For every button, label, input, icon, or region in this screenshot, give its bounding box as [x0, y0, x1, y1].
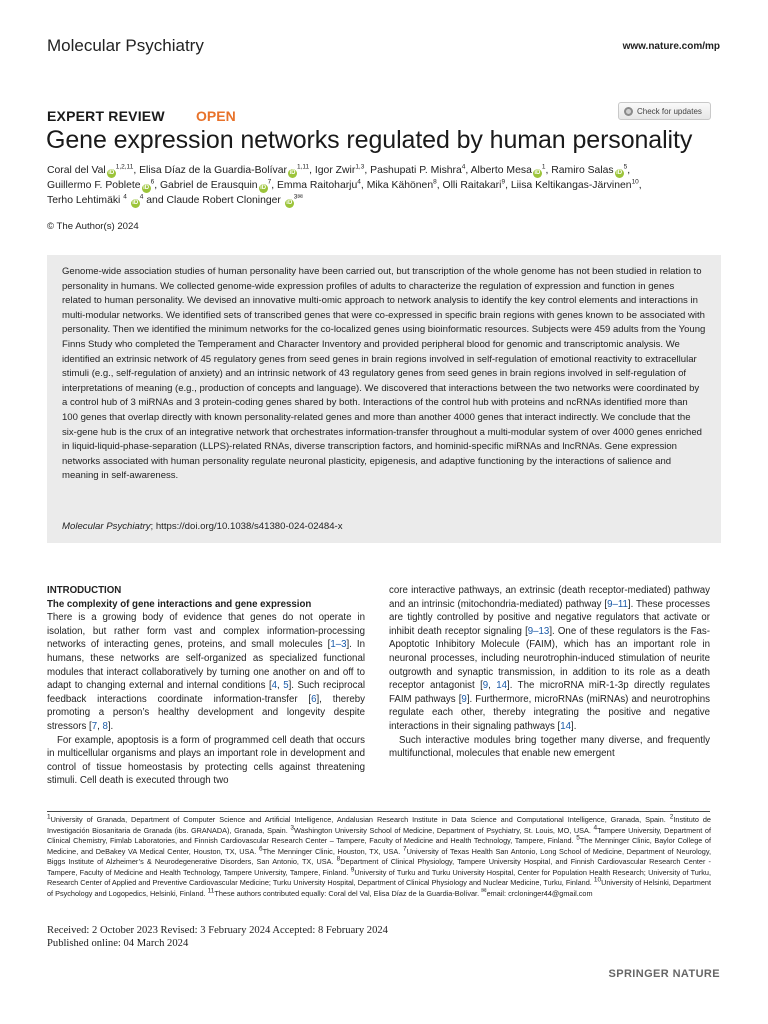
affiliation-number: 4	[593, 824, 598, 832]
affiliation-number: ✉	[481, 887, 487, 895]
affiliation-text: email: crcloninger44@gmail.com	[486, 888, 593, 898]
affiliation-sup: 7	[267, 178, 272, 186]
affiliation-sup: 1,11	[296, 163, 310, 171]
reference-link[interactable]: 14	[496, 680, 508, 692]
affiliation-number: 8	[336, 855, 341, 863]
affiliations	[47, 815, 711, 899]
orcid-icon[interactable]: iD	[132, 200, 139, 207]
reference-link[interactable]: 9	[461, 693, 467, 705]
author-name[interactable]: Olli Raitakari	[442, 180, 502, 192]
reference-link[interactable]: 6	[311, 693, 317, 705]
section-heading: INTRODUCTION	[47, 585, 122, 596]
author-list	[47, 163, 727, 209]
affiliation-sup: 4	[139, 193, 144, 201]
affiliation-text: University of Turku and Turku University Hospital, Center for Population Health Research; University of Turku, Research Center of Applied and Preventive Cardiovascular Medicine; Turku University Hospital, Department of Clinical Physiology and Nuclear Medicine, Turku, Finland.	[47, 867, 711, 887]
reference-link[interactable]: 1–3	[330, 639, 347, 651]
citation-journal: Molecular Psychiatry	[62, 521, 151, 532]
received-dates: Received: 2 October 2023 Revised: 3 February 2024 Accepted: 8 February 2024	[47, 925, 388, 936]
affiliation-number: 6	[258, 845, 263, 853]
publisher-logo: SPRINGER NATURE	[608, 968, 720, 980]
affiliation-number: 3	[290, 824, 294, 832]
orcid-icon[interactable]: iD	[286, 200, 293, 207]
orcid-icon[interactable]: iD	[260, 185, 267, 192]
paragraph: core interactive pathways, an extrinsic (death receptor-mediated) pathway and an intrinsic (mitochondria-mediated) pathway [9–11]. These processes are tightly controlled by positive and negative regulators that activate or inhibit death receptor signaling [9–13]. One of these regulators is the Fas-Apoptotic Inhibitory Molecule (FAIM), which has an important role in neuronal processes, including neurotrophin-induced stimulation of neurite outgrowth and synaptic transmission, in addition to its role as a death receptor antagonist [9, 14]. The microRNA miR-1-3p directly regulates FAIM pathways [9]. Furthermore, microRNAs (miRNAs) and neurotrophins regulate each other, thereby integrating the positive and negative interactions in their signaling pathways [14].	[389, 585, 711, 732]
subsection-heading: The complexity of gene interactions and gene expression	[47, 598, 312, 610]
open-access-label: OPEN	[196, 108, 236, 124]
affiliation-sup: 1,2,11	[115, 163, 134, 171]
abstract-text: Genome-wide association studies of human personality have been carried out, but transcription of the whole genome has not been studied in relation to personality in humans. We collected genome-wide expression profiles of adults to characterize the regulation of expression and function in genes related to human personality. We devised an innovative multi-omic approach to network analysis to identify the key control elements and interactions in multi-modular networks. We identified sets of transcribed genes that were co-expressed in specific brain regions with genes known to be associated with personality. Then we identified the minimum networks for the co-localized genes using bioinformatic resources. Subjects were 459 adults from the Young Finns Study who completed the Temperament and Character Inventory and provided peripheral blood for genomic and transcriptomic analysis. We identified an extrinsic network of 45 regulatory genes from seed genes in brain regions involved in self-regulation of emotional reactivity to extracellular stimuli (e.g., self-regulation of anxiety) and an intrinsic network of 43 regulatory genes from seed genes in brain regions involved in self-regulation of interpretations of meaning (e.g., production of concepts and language). We discovered that interactions between the two networks were coordinated by a control hub of 3 miRNAs and 3 protein-coding genes shared by both. Interactions of the control hub with proteins and ncRNAs identified more than 100 genes that overlap directly with known personality-related genes and more than another 4000 genes that interact indirectly. We conclude that the six-gene hub is the crux of an integrative network that orchestrates information-transfer throughout a multi-modular system of over 4000 genes enriched in liquid-liquid-phase-separation (LLPS)-related RNAs, diverse transcription factors, and hominid-specific miRNAs and lncRNAs. Gene expression networks associated with human personality regulate neuronal plasticity, epigenesis, and adaptive functioning by the interactions of salience and meaning in self-awareness.	[62, 266, 706, 482]
author-name[interactable]: Liisa Keltikangas-Järvinen	[510, 180, 632, 192]
affiliation-sup: 6	[150, 178, 155, 186]
affiliation-text: University of Helsinki, Department of Psychology and Logopedics, Helsinki, Finland.	[47, 878, 711, 898]
paragraph: There is a growing body of evidence that genes do not operate in isolation, but rather form vast and complex information-processing networks of interacting genes, proteins, and small molecules [1–3]. In humans, these networks are self-organized as specialized functional modules that interact collaboratively by turning one another on and off to adapt to changing external and internal conditions [4, 5]. Such reciprocal feedback interactions coordinate information-transfer [6], thereby promoting a person’s healthy development and longevity despite stressors [7, 8].	[47, 612, 366, 732]
author-name[interactable]: Alberto Mesa	[470, 165, 532, 176]
orcid-icon[interactable]: iD	[616, 170, 623, 176]
affiliation-number: 9	[350, 866, 355, 874]
orcid-icon[interactable]: iD	[108, 170, 115, 176]
author-line-1: Coral del Val iD$^{1,2,11}$, Elisa Díaz de la Guardia-Bolívar iD$^{1,11}$, Igor Zwir$^{1,3}$, Pashupati P. Mishra$^4$, Alberto Mesa $iD^1$, Ramiro Salas $iD^5$,	[47, 163, 631, 176]
affiliation-number: 1	[47, 813, 51, 821]
affiliation-text: Tampere University, Department of Clinical Chemistry, Fimlab Laboratories, and Finnish Cardiovascular Research Center – Tampere, Faculty of Medicine and Health Technology, Tampere, Finland.	[47, 825, 711, 845]
affiliation-sup: 4	[461, 163, 466, 171]
affiliation-number: 10	[593, 876, 602, 884]
author-name[interactable]: Guillermo F. Poblete	[47, 180, 141, 192]
reference-link[interactable]: 8	[102, 720, 108, 732]
affiliation-text: The Menninger Clinic, Houston, TX, USA.	[262, 846, 403, 856]
author-name[interactable]: Coral del Val	[47, 165, 106, 176]
author-line-2: Guillermo F. Poblete $iD^6$, Gabriel de Erausquin $iD^7$, Emma Raitoharju$^4$, Mika Kähönen$^8$, Olli Raitakari$^9$, Liisa Keltikangas-Järvinen$^{10}$,	[47, 178, 642, 192]
affiliation-text: The Menninger Clinic, Baylor College of Medicine, and DeBakey VA Medical Center, Houston, TX, USA.	[47, 836, 711, 856]
journal-url[interactable]: www.nature.com/mp	[622, 41, 720, 52]
check-for-updates-button[interactable]	[618, 102, 711, 120]
citation-line	[62, 521, 343, 532]
affiliation-sup: 8	[433, 178, 437, 186]
affiliation-text: Washington University School of Medicine, Department of Psychiatry, St. Louis, MO, USA.	[293, 825, 594, 835]
reference-link[interactable]: 7	[91, 720, 98, 732]
orcid-icon[interactable]: iD	[143, 185, 150, 192]
affiliation-text: Instituto de Investigación Biosanitaria de Granada (ibs. GRANADA), Granada, Spain.	[47, 815, 711, 835]
affiliation-sup: 1,3	[355, 163, 365, 171]
affiliation-text: University of Texas Health San Antonio, Long School of Medicine, Department of Neurology, Biggs Institute of Alzheimer’s & Neurodegenerative Disorders, San Antonio, TX, USA.	[47, 846, 711, 866]
author-name[interactable]: Elisa Díaz de la Guardia-Bolívar	[139, 165, 287, 176]
affiliation-sup: 4	[123, 193, 127, 201]
publication-dates	[47, 924, 388, 950]
affiliation-text: Department of Clinical Physiology, Tampere University Hospital, and Finnish Cardiovascular Research Center - Tampere, Faculty of Medicine and Health Technology, Tampere University, Tampere, Finland.	[47, 857, 711, 877]
reference-link[interactable]: 14	[560, 720, 572, 732]
author-name[interactable]: Mika Kähönen	[366, 180, 434, 192]
affiliation-sup: 9	[501, 178, 506, 186]
published-date: Published online: 04 March 2024	[47, 938, 189, 950]
reference-link[interactable]: 9–11	[607, 598, 628, 610]
reference-link[interactable]: 5	[283, 680, 289, 692]
author-name[interactable]: Pashupati P. Mishra	[370, 165, 462, 176]
affiliation-sup: 3✉	[293, 193, 303, 201]
author-name[interactable]: Gabriel de Erausquin	[159, 180, 258, 192]
author-name[interactable]: Terho Lehtimäki	[47, 195, 121, 207]
reference-link[interactable]: 4	[271, 680, 278, 692]
affiliation-text: University of Granada, Department of Computer Science and Artificial Intelligence, Andalusian Research Institute in Data Science and Computational Intelligence, Granada, Spain.	[50, 815, 670, 824]
paragraph: Such interactive modules bring together many diverse, and frequently multifunctional, molecules that enable new emergent	[389, 734, 710, 760]
author-name[interactable]: Ramiro Salas	[551, 165, 614, 176]
affiliation-number: 7	[403, 845, 407, 853]
crossmark-icon	[624, 107, 633, 116]
article-type: EXPERT REVIEW	[47, 108, 165, 124]
journal-name: Molecular Psychiatry	[47, 36, 204, 55]
copyright-notice: © The Author(s) 2024	[47, 221, 139, 232]
author-line-3	[47, 193, 727, 208]
orcid-icon[interactable]: iD	[534, 170, 541, 176]
affiliation-sup: 10	[631, 178, 639, 186]
footnote-divider	[47, 811, 710, 812]
author-name[interactable]: Claude Robert Cloninger	[166, 195, 281, 207]
check-for-updates-label: Check for updates	[637, 106, 702, 116]
affiliation-sup: 1	[541, 163, 546, 171]
author-name[interactable]: Igor Zwir	[314, 165, 356, 176]
affiliation-sup: 5	[623, 163, 628, 171]
orcid-icon[interactable]: iD	[289, 170, 296, 176]
reference-link[interactable]: 9	[482, 680, 489, 692]
author-connector: and	[146, 195, 164, 207]
author-name[interactable]: Emma Raitoharju	[277, 180, 358, 192]
affiliation-number: 5	[576, 834, 580, 842]
body-column-right	[389, 584, 710, 761]
citation-doi[interactable]: ; https://doi.org/10.1038/s41380-024-02484-x	[150, 521, 343, 532]
body-column-left	[47, 584, 365, 788]
reference-link[interactable]: 9–13	[527, 625, 550, 637]
affiliation-text: These authors contributed equally: Coral del Val, Elisa Díaz de la Guardia-Bolívar.	[214, 888, 482, 898]
affiliation-sup: 4	[357, 178, 361, 186]
affiliation-number: 11	[207, 887, 215, 895]
affiliation-number: 2	[669, 813, 674, 821]
article-title: Gene expression networks regulated by human personality	[46, 126, 693, 154]
paragraph: For example, apoptosis is a form of programmed cell death that occurs in multicellular organisms and plays an important role in development and control of tissue homeostasis by protecting cells against threatening stimuli. Cell death is executed through two	[47, 734, 365, 787]
